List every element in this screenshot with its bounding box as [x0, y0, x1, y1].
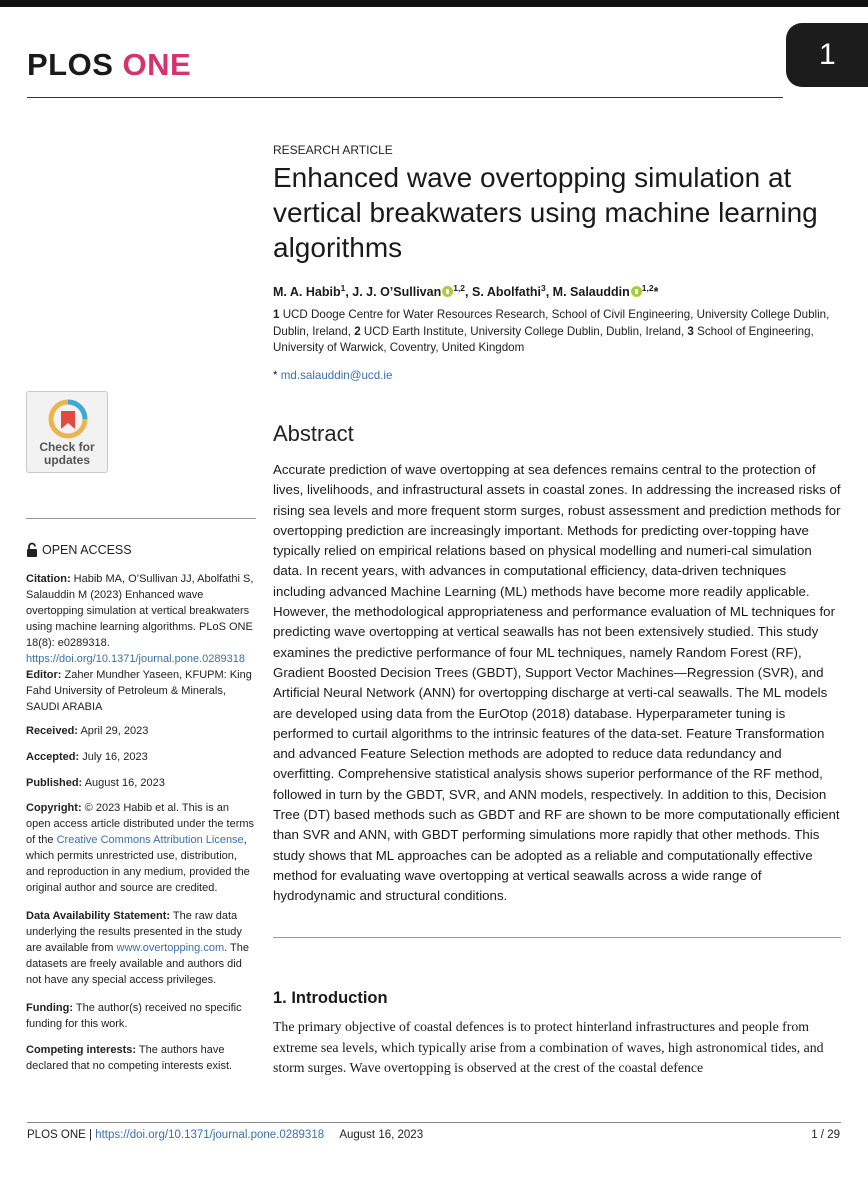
copyright-text: © 2023 Habib et al. This is an open access article distributed under the terms of the	[26, 802, 255, 846]
abstract-heading: Abstract	[273, 421, 354, 446]
competing-interests-label: Competing interests:	[26, 1044, 137, 1056]
cc-license-link[interactable]: Creative Commons Attribution License	[56, 834, 244, 846]
logo-plos: PLOS	[27, 47, 114, 82]
author-affiliation-sup: 3	[540, 283, 546, 293]
check-for-updates-badge[interactable]	[26, 391, 108, 473]
crossmark-icon	[48, 399, 88, 441]
plos-one-logo[interactable]	[27, 47, 191, 83]
orcid-icon[interactable]	[631, 286, 642, 297]
data-availability-block	[26, 908, 256, 988]
received-date: April 29, 2023	[80, 725, 149, 737]
logo-one: ONE	[122, 47, 192, 82]
footer-journal: PLOS ONE	[27, 1129, 86, 1141]
author-affiliation-sup: 1,2	[453, 283, 466, 293]
accepted-label: Accepted:	[26, 751, 80, 763]
open-access-label: OPEN ACCESS	[42, 542, 132, 557]
published-block	[26, 775, 256, 791]
accepted-block	[26, 749, 256, 765]
affiliations	[273, 307, 843, 357]
copyright-label: Copyright:	[26, 802, 82, 814]
affiliation-number: 2	[354, 324, 361, 338]
citation-block	[26, 571, 256, 667]
article-title: Enhanced wave overtopping simulation at vertical breakwaters using machine learning algorithms	[273, 162, 818, 263]
page-number-tab: 1	[786, 23, 868, 87]
citation-doi-link[interactable]: https://doi.org/10.1371/journal.pone.0289318	[26, 653, 245, 665]
author-separator: ,	[545, 285, 553, 300]
author-name[interactable]: S. Abolfathi	[472, 285, 541, 300]
affiliation-text: School of Engineering, University of Warwick, Coventry, United Kingdom	[273, 324, 814, 354]
author-name[interactable]: M. Salauddin	[552, 285, 630, 300]
funding-label: Funding:	[26, 1002, 74, 1014]
corresponding-email	[273, 369, 843, 382]
received-label: Received:	[26, 725, 78, 737]
affiliation-text: UCD Earth Institute, University College Dublin, Dublin, Ireland,	[363, 324, 685, 338]
accepted-date: July 16, 2023	[82, 751, 148, 763]
orcid-icon[interactable]	[442, 286, 453, 297]
article-type: RESEARCH ARTICLE	[273, 143, 393, 157]
overtopping-link[interactable]: www.overtopping.com	[116, 942, 225, 954]
author-name[interactable]: M. A. Habib	[273, 285, 341, 300]
footer-doi-link[interactable]: https://doi.org/10.1371/journal.pone.0289318	[95, 1129, 325, 1141]
citation-label: Citation:	[26, 573, 71, 585]
abstract-divider	[273, 937, 841, 938]
author-affiliation-sup: 1	[340, 283, 346, 293]
data-availability-label: Data Availability Statement:	[26, 910, 171, 922]
corresponding-author-star: *	[653, 285, 659, 300]
editor-block	[26, 667, 256, 715]
affiliation-number: 3	[687, 324, 694, 338]
competing-interests-block	[26, 1042, 256, 1074]
competing-interests-text: The authors have declared that no competing interests exist.	[26, 1044, 233, 1072]
affiliation-number: 1	[273, 308, 280, 321]
introduction-text: The primary objective of coastal defences is to protect hinterland infrastructures and people from extreme sea levels, which typically arise from a combination of waves, high astronomical tides, and storm surges. Wave overtopping is observed at the crest of the coastal defence	[273, 1019, 824, 1075]
received-block	[26, 723, 256, 739]
published-label: Published:	[26, 777, 83, 789]
funding-block	[26, 1000, 256, 1032]
open-lock-icon	[26, 542, 38, 557]
footer-page-number: 1 / 29	[811, 1129, 840, 1141]
page-footer	[27, 1129, 423, 1141]
copyright-block	[26, 800, 256, 896]
author-list	[273, 279, 843, 301]
author-name[interactable]: J. J. O’Sullivan	[352, 285, 442, 300]
check-for-updates-label: Check for updates	[39, 440, 95, 467]
open-access-badge	[26, 542, 132, 557]
email-star: *	[273, 369, 278, 382]
author-affiliation-sup: 1,2	[641, 283, 654, 293]
published-date: August 16, 2023	[84, 777, 165, 789]
data-availability-text: The raw data underlying the results presented in the study are available from	[26, 910, 242, 954]
abstract-text: Accurate prediction of wave overtopping at sea defences remains central to the protection of lives, livelihoods, and infrastructural assets in coastal zones. In addressing the increased risks of rising sea levels and more frequent storm surges, robust assessment and prediction methods for overtopping prediction are increasingly important. Methods for predicting over-topping have typically relied on empirical relations based on physical modelling and numeri-cal simulation data. In recent years, with advances in computational efficiency, data-driven techniques including advanced Machine Learning (ML) methods have become more readily applicable. However, the methodological appropriateness and performance evaluation of ML techniques for predicting wave overtopping at vertical seawalls has not been extensively studied. This study examines the predictive performance of four ML techniques, namely Random Forest (RF), Gradient Boosted Decision Trees (GBDT), Support Vector Machines—Regression (SVR), and Artificial Neural Network (ANN) for overtopping discharge at verti-cal seawalls. The ML models are developed using data from the EurOtop (2018) database. Hyperparameter tuning is performed to curtail algorithms to the intrinsic features of the data-set. Feature Transformation and advanced Feature Selection methods are adopted to reduce data redundancy and overfitting. Comprehensive statistical analysis shows superior performance of the RF method, followed in turn by the GBDT, SVR, and ANN models, respectively. In addition to this, Decision Tree (DT) based methods such as GBDT and RF are shown to be more computationally efficient than SVR and ANN, with GBDT performing simulations more rapidly that other methods. This study shows that ML approaches can be adopted as a reliable and computationally effective method for evaluating wave overtopping at vertical seawalls across a wide range of hydrodynamic and structural conditions.	[273, 462, 841, 904]
sidebar-divider	[26, 518, 256, 519]
footer-separator: |	[89, 1129, 93, 1141]
footer-date: August 16, 2023	[339, 1129, 424, 1141]
affiliation-text: UCD Dooge Centre for Water Resources Research, School of Civil Engineering, University College Dublin, Dublin, Ireland,	[273, 308, 830, 338]
header-divider	[27, 97, 783, 98]
editor-text: Zaher Mundher Yaseen, KFUPM: King Fahd University of Petroleum & Minerals, SAUDI ARABIA	[26, 669, 252, 713]
funding-text: The author(s) received no specific funding for this work.	[26, 1002, 242, 1030]
citation-text: Habib MA, O’Sullivan JJ, Abolfathi S, Salauddin M (2023) Enhanced wave overtopping simulation at vertical breakwaters using machine learning algorithms. PLoS ONE 18(8): e0289318.	[26, 573, 254, 649]
copyright-text-cont: , which permits unrestricted use, distribution, and reproduction in any medium, provided the original author and source are credited.	[26, 834, 250, 894]
top-bar	[0, 0, 868, 7]
email-link[interactable]: md.salauddin@ucd.ie	[280, 369, 393, 382]
author-separator: ,	[465, 285, 472, 300]
footer-divider	[27, 1122, 841, 1123]
editor-label: Editor:	[26, 669, 62, 681]
introduction-heading: 1. Introduction	[273, 989, 388, 1007]
data-availability-text-cont: . The datasets are freely available and authors did not have any special access privileges.	[26, 942, 249, 986]
author-separator: ,	[345, 285, 353, 300]
